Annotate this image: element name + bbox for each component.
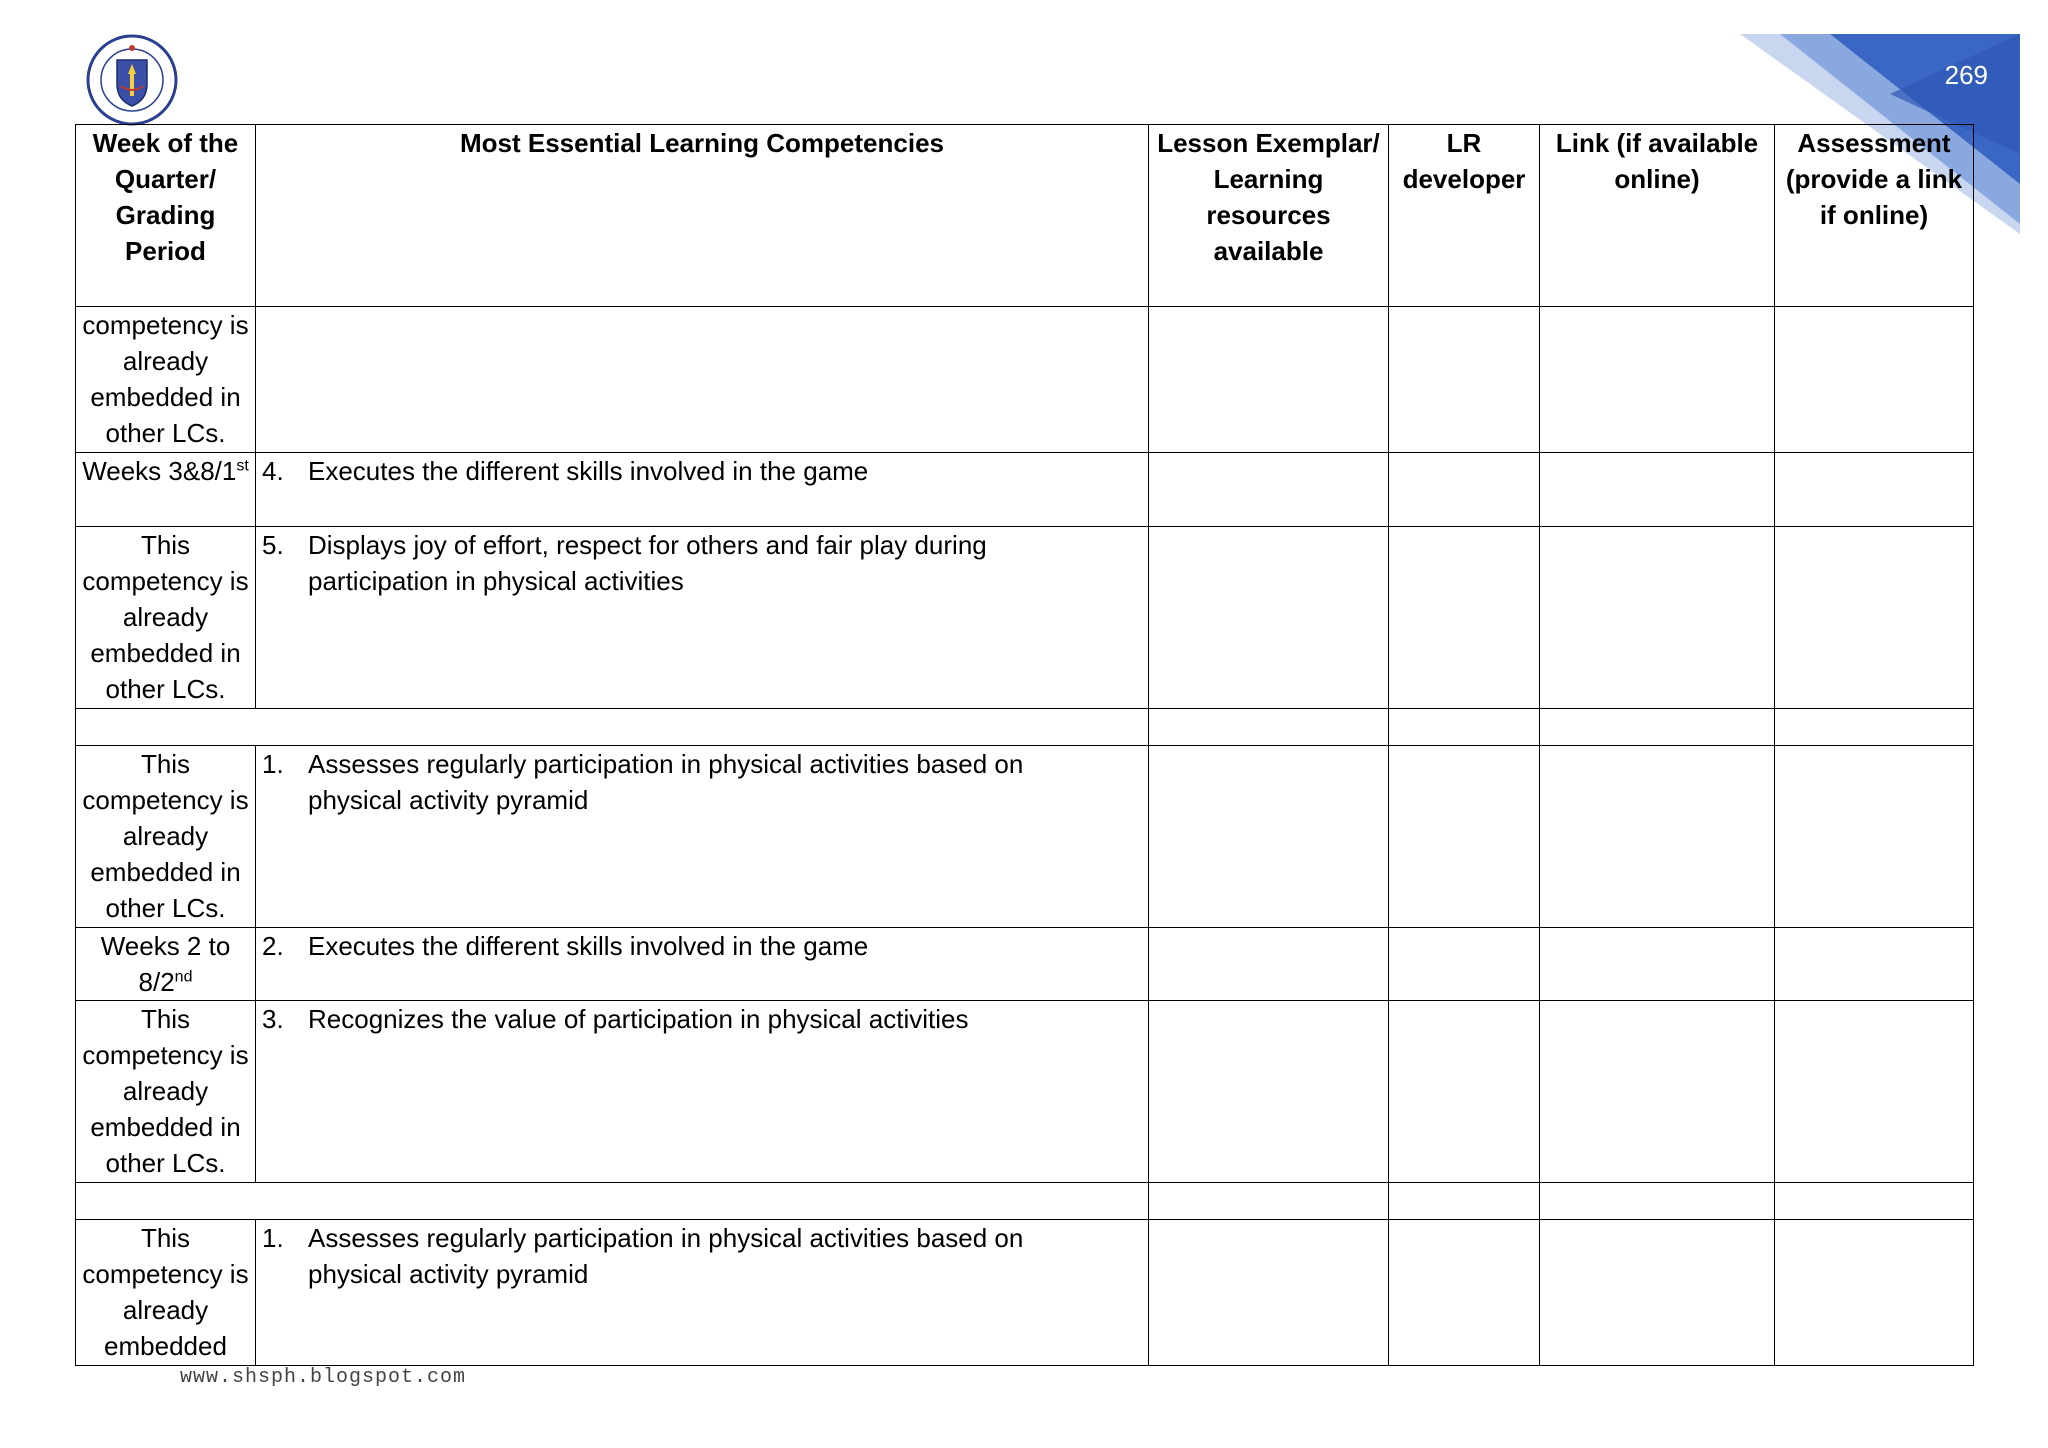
competency-number: 5. (262, 530, 284, 560)
assessment-cell (1775, 453, 1974, 527)
assessment-cell (1775, 527, 1974, 709)
competency-text: Displays joy of effort, respect for others and fair play during participation in physical activities (308, 530, 987, 596)
table-row (76, 1001, 1974, 1183)
table-row (76, 928, 1974, 1001)
link-cell (1540, 1220, 1775, 1366)
competency-text: Assesses regularly participation in physical activities based on physical activity pyramid (308, 749, 1024, 815)
competency-number: 2. (262, 931, 284, 961)
link-cell (1540, 307, 1775, 453)
header-week: Week of the Quarter/ Grading Period (76, 125, 256, 307)
table-row (76, 1220, 1974, 1366)
competency-cell (256, 453, 1149, 527)
table-row (76, 527, 1974, 709)
lesson-cell (1149, 746, 1389, 928)
blank-cell (76, 1183, 1149, 1220)
lr-cell (1389, 307, 1540, 453)
blank-row (76, 1183, 1974, 1220)
lr-cell (1389, 928, 1540, 1001)
assessment-cell (1775, 307, 1974, 453)
competency-text: Assesses regularly participation in physical activities based on physical activity pyramid (308, 1223, 1024, 1289)
header-assessment: Assessment (provide a link if online) (1775, 125, 1974, 307)
competency-cell (256, 1220, 1149, 1366)
competency-number: 1. (262, 1223, 284, 1253)
lesson-cell (1149, 527, 1389, 709)
week-ordinal: st (236, 457, 249, 475)
lesson-cell (1149, 453, 1389, 527)
blank-cell (1775, 1183, 1974, 1220)
week-cell (76, 453, 256, 527)
page-number: 269 (1944, 60, 1988, 90)
lr-cell (1389, 746, 1540, 928)
table-row (76, 453, 1974, 527)
link-cell (1540, 746, 1775, 928)
week-cell (76, 928, 256, 1001)
competency-cell (256, 928, 1149, 1001)
competency-number: 3. (262, 1004, 284, 1034)
competency-cell (256, 1001, 1149, 1183)
header-row (76, 125, 1974, 307)
assessment-cell (1775, 1220, 1974, 1366)
header-link: Link (if available online) (1540, 125, 1775, 307)
header-lr-developer: LR developer (1389, 125, 1540, 307)
competency-number: 1. (262, 749, 284, 779)
lr-cell (1389, 1220, 1540, 1366)
link-cell (1540, 453, 1775, 527)
blank-row (76, 709, 1974, 746)
competency-cell (256, 307, 1149, 453)
link-cell (1540, 527, 1775, 709)
blank-cell (1389, 1183, 1540, 1220)
header-lesson-exemplar: Lesson Exemplar/ Learning resources available (1149, 125, 1389, 307)
blank-cell (1149, 709, 1389, 746)
week-cell: This competency is already embedded in other LCs. (76, 527, 256, 709)
competency-cell (256, 746, 1149, 928)
lr-cell (1389, 453, 1540, 527)
lr-cell (1389, 1001, 1540, 1183)
competency-text: Executes the different skills involved in the game (308, 456, 869, 486)
competency-text: Executes the different skills involved in the game (308, 931, 869, 961)
week-cell: This competency is already embedded (76, 1220, 256, 1366)
assessment-cell (1775, 928, 1974, 1001)
lesson-cell (1149, 307, 1389, 453)
lesson-cell (1149, 1001, 1389, 1183)
week-cell: This competency is already embedded in other LCs. (76, 1001, 256, 1183)
table-row (76, 746, 1974, 928)
competencies-table (75, 124, 1974, 1366)
link-cell (1540, 1001, 1775, 1183)
week-cell: This competency is already embedded in other LCs. (76, 746, 256, 928)
header-mlc: Most Essential Learning Competencies (256, 125, 1149, 307)
blank-cell (1540, 1183, 1775, 1220)
blank-cell (1540, 709, 1775, 746)
week-cell: competency is already embedded in other LCs. (76, 307, 256, 453)
competency-text: Recognizes the value of participation in physical activities (308, 1004, 969, 1034)
table-row (76, 307, 1974, 453)
blank-cell (1389, 709, 1540, 746)
blank-cell (76, 709, 1149, 746)
lesson-cell (1149, 928, 1389, 1001)
footer-url[interactable]: www.shsph.blogspot.com (180, 1366, 467, 1389)
link-cell (1540, 928, 1775, 1001)
deped-seal-logo (86, 34, 178, 126)
assessment-cell (1775, 1001, 1974, 1183)
assessment-cell (1775, 746, 1974, 928)
lr-cell (1389, 527, 1540, 709)
blank-cell (1149, 1183, 1389, 1220)
lesson-cell (1149, 1220, 1389, 1366)
week-text: Weeks 2 to 8/2 (100, 931, 231, 997)
week-ordinal: nd (174, 968, 193, 986)
blank-cell (1775, 709, 1974, 746)
competency-cell (256, 527, 1149, 709)
competency-number: 4. (262, 456, 284, 486)
week-text: Weeks 3&8/1 (82, 456, 237, 486)
